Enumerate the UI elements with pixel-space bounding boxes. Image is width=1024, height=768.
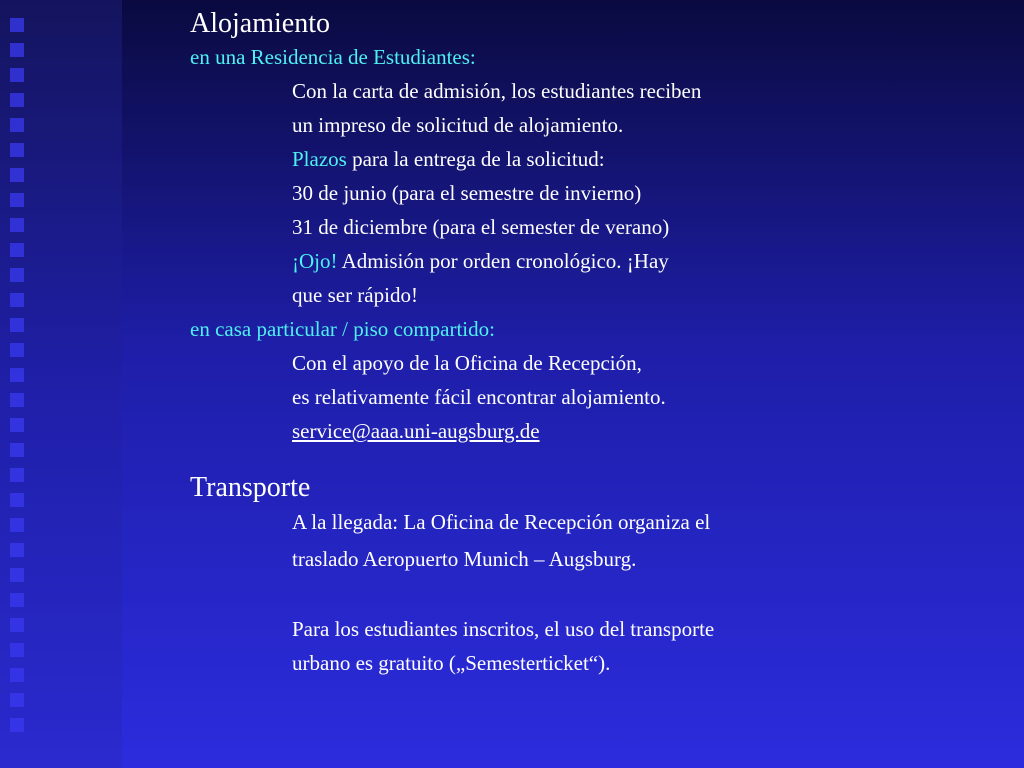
deadline-winter: 30 de junio (para el semestre de invierno) bbox=[292, 181, 642, 205]
decorative-square bbox=[10, 493, 24, 507]
decorative-squares bbox=[10, 18, 24, 732]
decorative-square bbox=[10, 268, 24, 282]
decorative-square bbox=[10, 18, 24, 32]
deadline-summer: 31 de diciembre (para el semester de verano) bbox=[292, 215, 670, 239]
decorative-square bbox=[10, 243, 24, 257]
decorative-square bbox=[10, 143, 24, 157]
section-spacer bbox=[190, 448, 1000, 472]
decorative-square bbox=[10, 443, 24, 457]
ojo-line-2: que ser rápido! bbox=[292, 283, 418, 307]
plazos-line bbox=[292, 142, 1000, 176]
decorative-square bbox=[10, 293, 24, 307]
decorative-square bbox=[10, 518, 24, 532]
casa-line-1: Con el apoyo de la Oficina de Recepción, bbox=[292, 351, 642, 375]
decorative-square bbox=[10, 168, 24, 182]
left-decorative-band bbox=[0, 0, 122, 768]
ojo-rest: Admisión por orden cronológico. ¡Hay bbox=[337, 249, 669, 273]
slide-content bbox=[190, 8, 1000, 680]
decorative-square bbox=[10, 693, 24, 707]
decorative-square bbox=[10, 93, 24, 107]
decorative-square bbox=[10, 118, 24, 132]
transporte-line-4: urbano es gratuito („Semesterticket“). bbox=[292, 651, 611, 675]
ojo-line bbox=[292, 244, 1000, 278]
plazos-rest: para la entrega de la solicitud: bbox=[346, 147, 605, 171]
decorative-square bbox=[10, 393, 24, 407]
decorative-square bbox=[10, 68, 24, 82]
decorative-square bbox=[10, 543, 24, 557]
transporte-line-1: A la llegada: La Oficina de Recepción organiza el bbox=[292, 510, 711, 534]
decorative-square bbox=[10, 468, 24, 482]
transporte-heading: Transporte bbox=[190, 472, 311, 503]
decorative-square bbox=[10, 318, 24, 332]
casa-line-2: es relativamente fácil encontrar alojamiento. bbox=[292, 385, 666, 409]
email-link[interactable]: service@aaa.uni-augsburg.de bbox=[292, 419, 540, 443]
decorative-square bbox=[10, 368, 24, 382]
decorative-square bbox=[10, 643, 24, 657]
residencia-subheading: en una Residencia de Estudiantes: bbox=[190, 45, 476, 69]
decorative-square bbox=[10, 218, 24, 232]
ojo-word: ¡Ojo! bbox=[292, 249, 338, 273]
decorative-square bbox=[10, 418, 24, 432]
decorative-square bbox=[10, 668, 24, 682]
decorative-square bbox=[10, 593, 24, 607]
residencia-line-2: un impreso de solicitud de alojamiento. bbox=[292, 113, 624, 137]
decorative-square bbox=[10, 718, 24, 732]
decorative-square bbox=[10, 618, 24, 632]
decorative-square bbox=[10, 343, 24, 357]
transporte-line-2: traslado Aeropuerto Munich – Augsburg. bbox=[292, 547, 637, 571]
residencia-line-1: Con la carta de admisión, los estudiantes reciben bbox=[292, 79, 702, 103]
casa-subheading: en casa particular / piso compartido: bbox=[190, 317, 495, 341]
plazos-word: Plazos bbox=[292, 147, 347, 171]
decorative-square bbox=[10, 43, 24, 57]
decorative-square bbox=[10, 568, 24, 582]
transporte-line-3: Para los estudiantes inscritos, el uso del transporte bbox=[292, 617, 715, 641]
paragraph-spacer bbox=[190, 578, 1000, 612]
email-line bbox=[292, 414, 1000, 448]
alojamiento-heading: Alojamiento bbox=[190, 8, 330, 39]
decorative-square bbox=[10, 193, 24, 207]
